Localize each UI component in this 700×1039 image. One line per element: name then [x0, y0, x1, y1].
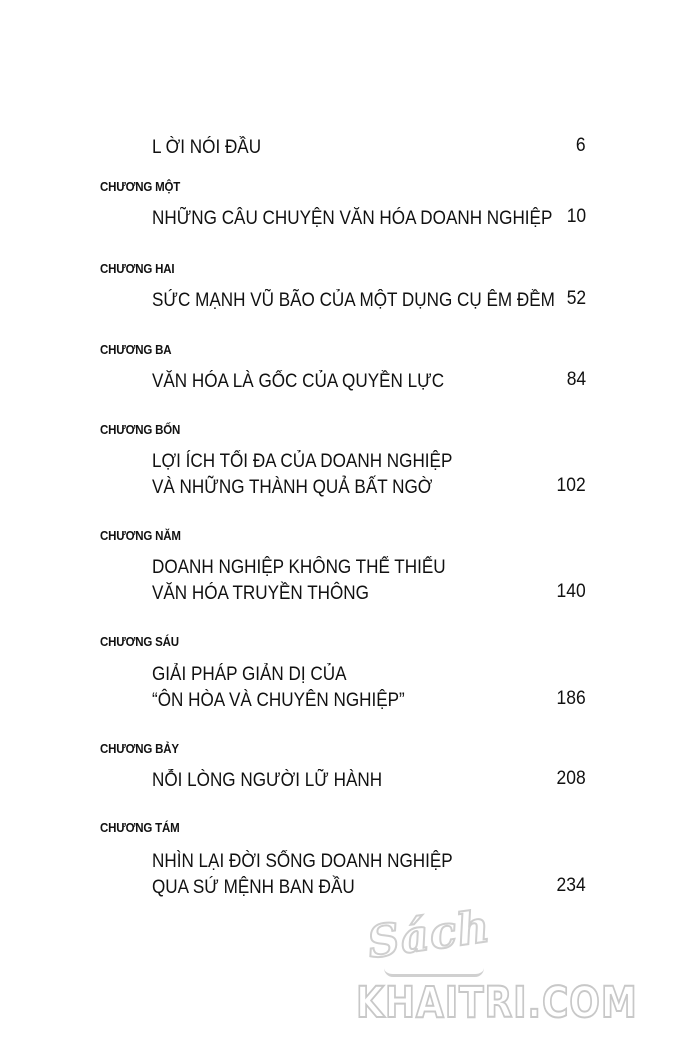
chapter-5-title-line-1: DOANH NGHIỆP KHÔNG THỂ THIẾU	[152, 557, 446, 578]
chapter-7-page-number: 208	[556, 768, 586, 789]
chapter-6-label: CHƯƠNG SÁU	[100, 635, 179, 649]
chapter-7-title-line-1: NỖI LÒNG NGƯỜI LỮ HÀNH	[152, 770, 383, 791]
chapter-3-title-line-1: VĂN HÓA LÀ GỐC CỦA QUYỀN LỰC	[152, 371, 445, 392]
chapter-6-title-line-1: GIẢI PHÁP GIẢN DỊ CỦA	[152, 664, 347, 685]
chapter-1-page-number: 10	[566, 206, 586, 227]
chapter-5-title-line-2: VĂN HÓA TRUYỀN THÔNG	[152, 583, 369, 604]
chapter-6-title	[152, 662, 405, 714]
chapter-4-title	[152, 449, 452, 501]
chapter-6-page-number: 186	[556, 688, 586, 709]
chapter-8-title	[152, 849, 453, 901]
chapter-7-title	[152, 768, 382, 794]
chapter-5-page-number: 140	[556, 581, 586, 602]
chapter-6-title-line-2: “ÔN HÒA VÀ CHUYÊN NGHIỆP”	[152, 690, 405, 711]
watermark-logo-swoosh	[384, 968, 484, 977]
chapter-8-title-line-1: NHÌN LẠI ĐỜI SỐNG DOANH NGHIỆP	[152, 851, 453, 872]
chapter-2-title	[152, 288, 555, 314]
chapter-2-label: CHƯƠNG HAI	[100, 262, 175, 276]
chapter-2-title-line-1: SỨC MẠNH VŨ BÃO CỦA MỘT DỤNG CỤ ÊM ĐỀM	[152, 290, 555, 311]
chapter-5-title	[152, 555, 446, 607]
foreword-page-number: 6	[576, 135, 586, 156]
chapter-8-page-number: 234	[556, 875, 586, 896]
chapter-4-title-line-2: VÀ NHỮNG THÀNH QUẢ BẤT NGỜ	[152, 477, 433, 498]
chapter-1-title	[152, 206, 552, 232]
watermark-logo-script: Sách	[364, 901, 494, 969]
foreword-title: L ỜI NÓI ĐẦU	[152, 137, 262, 158]
chapter-8-label: CHƯƠNG TÁM	[100, 821, 180, 835]
chapter-7-label: CHƯƠNG BẢY	[100, 742, 179, 756]
chapter-8-title-line-2: QUA SỨ MỆNH BAN ĐẦU	[152, 877, 355, 898]
chapter-5-label: CHƯƠNG NĂM	[100, 529, 181, 543]
chapter-3-page-number: 84	[566, 369, 586, 390]
chapter-4-label: CHƯƠNG BỐN	[100, 423, 181, 437]
chapter-1-title-line-1: NHỮNG CÂU CHUYỆN VĂN HÓA DOANH NGHIỆP	[152, 208, 553, 229]
chapter-1-label: CHƯƠNG MỘT	[100, 180, 181, 194]
chapter-3-title	[152, 369, 444, 395]
chapter-4-page-number: 102	[556, 475, 586, 496]
chapter-2-page-number: 52	[566, 288, 586, 309]
chapter-4-title-line-1: LỢI ÍCH TỐI ĐA CỦA DOANH NGHIỆP	[152, 451, 453, 472]
chapter-3-label: CHƯƠNG BA	[100, 343, 172, 357]
watermark-logo-site: KHAITRI.COM	[356, 978, 638, 1028]
